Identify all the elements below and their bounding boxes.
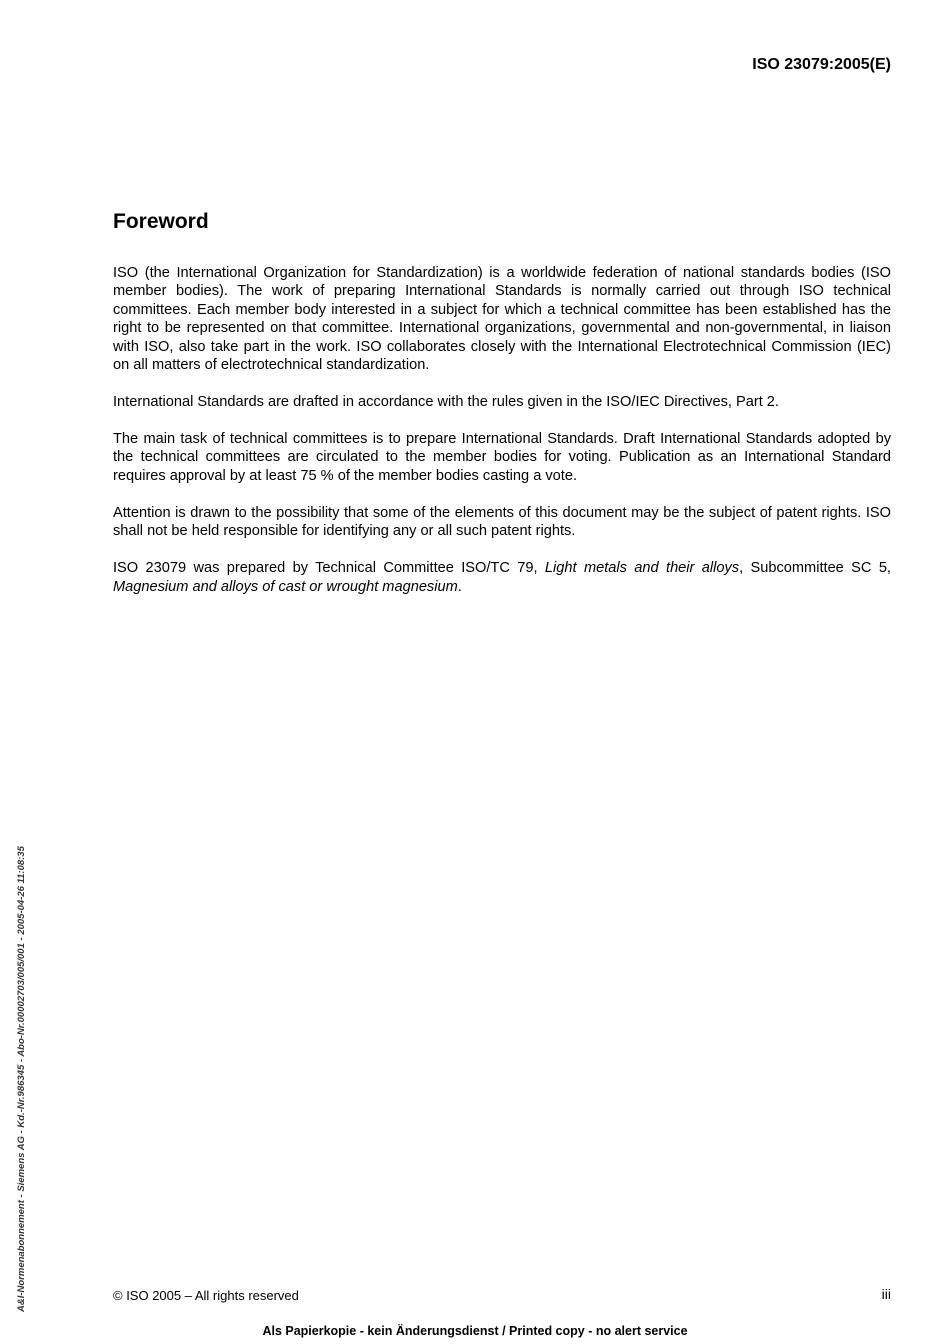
subcommittee-name: Magnesium and alloys of cast or wrought magnesium	[113, 578, 458, 595]
foreword-paragraph-3: The main task of technical committees is to prepare International Standards. Draft International Standards adopted by the technical committees are circulated to the member bodies for voting. Publication as an International Standard requires approval by at least 75 % of the member bodies casting a vote.	[113, 431, 891, 484]
p5-text-3: .	[457, 578, 462, 595]
document-id: ISO 23079:2005(E)	[752, 56, 891, 73]
foreword-paragraph-4: Attention is drawn to the possibility that some of the elements of this document may be the subject of patent rights. ISO shall not be held responsible for identifying any or all such patent rights.	[113, 504, 891, 540]
foreword-paragraph-2: International Standards are drafted in accordance with the rules given in the ISO/IEC Directives, Part 2.	[113, 394, 779, 411]
foreword-paragraph-5	[113, 559, 891, 596]
page-number: iii	[881, 1286, 891, 1302]
foreword-heading: Foreword	[113, 210, 209, 233]
committee-name: Light metals and their alloys	[544, 560, 740, 577]
subscription-stamp: A&I-Normenabonnement - Siemens AG - Kd.-Nr.986345 - Abo-Nr.00002703/005/001 - 2005-04-26 11:08:35	[16, 846, 27, 1312]
foreword-section	[113, 208, 891, 615]
foreword-paragraph-1: ISO (the International Organization for Standardization) is a worldwide federation of national standards bodies (ISO member bodies). The work of preparing International Standards is normally carried out through ISO technical committees. Each member body interested in a subject for which a technical committee has been established has the right to be represented on that committee. International organizations, governmental and non-governmental, in liaison with ISO, also take part in the work. ISO collaborates closely with the International Electrotechnical Commission (IEC) on all matters of electrotechnical standardization.	[113, 265, 891, 374]
p5-text-1: ISO 23079 was prepared by Technical Committee ISO/TC 79,	[113, 560, 545, 577]
print-notice: Als Papierkopie - kein Änderungsdienst / Printed copy - no alert service	[262, 1324, 688, 1338]
copyright-notice: © ISO 2005 – All rights reserved	[113, 1288, 299, 1303]
p5-text-2: , Subcommittee SC 5,	[739, 560, 891, 577]
